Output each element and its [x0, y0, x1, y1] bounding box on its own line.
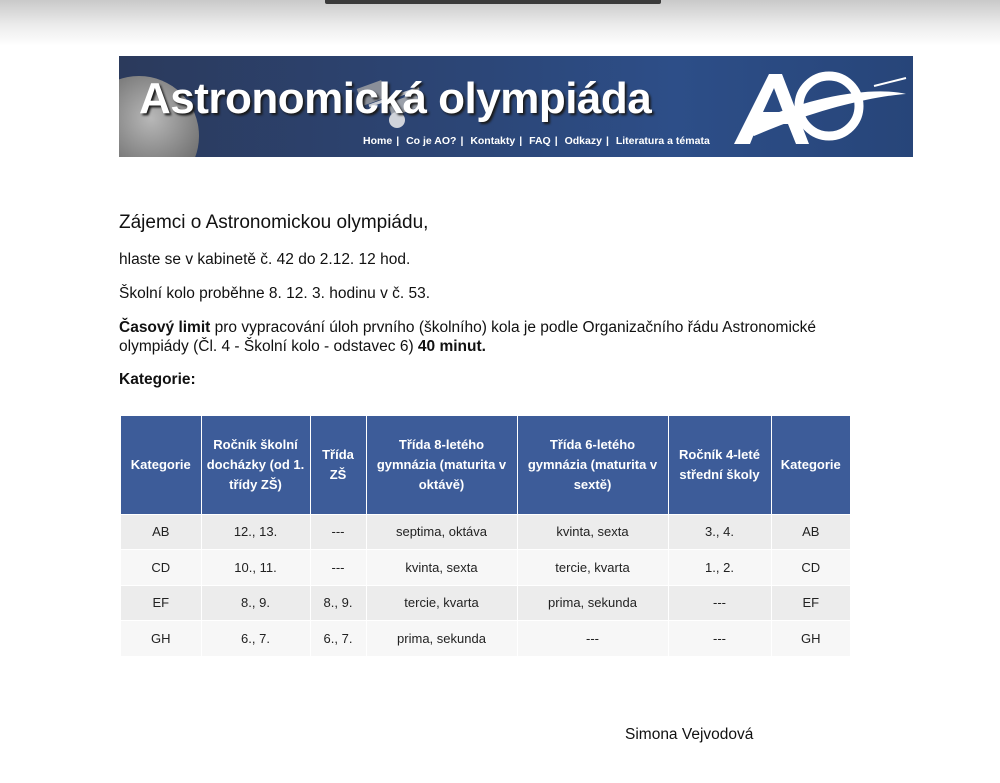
table-cell: 12., 13.: [201, 514, 310, 550]
table-cell: ---: [310, 550, 366, 586]
table-cell: ---: [668, 621, 771, 657]
header-8yr-gym: Třída 8-letého gymnázia (maturita v oktávě): [366, 416, 517, 514]
nav-contacts[interactable]: Kontakty: [470, 135, 516, 147]
banner-title: Astronomická olympiáda: [139, 74, 652, 123]
table-cell: 10., 11.: [201, 550, 310, 586]
table-cell: 8., 9.: [201, 585, 310, 621]
table-cell: GH: [771, 621, 850, 657]
table-cell: GH: [121, 621, 201, 657]
table-cell: tercie, kvarta: [366, 585, 517, 621]
table-cell: tercie, kvarta: [517, 550, 668, 586]
header-zs-class: Třída ZŠ: [310, 416, 366, 514]
table-cell: EF: [771, 585, 850, 621]
categories-table: [121, 416, 850, 657]
table-cell: kvinta, sexta: [366, 550, 517, 586]
header-banner: [119, 56, 913, 157]
nav-links[interactable]: Odkazy: [564, 135, 602, 147]
header-category: Kategorie: [121, 416, 201, 514]
header-6yr-gym: Třída 6-letého gymnázia (maturita v sextě): [517, 416, 668, 514]
viewer-toolbar-edge: [325, 0, 661, 4]
nav-about[interactable]: Co je AO?: [406, 135, 457, 147]
banner-nav: Home | Co je AO? | Kontakty | FAQ | Odkazy | Literatura a témata: [363, 135, 710, 147]
table-cell: CD: [121, 550, 201, 586]
table-cell: AB: [771, 514, 850, 550]
nav-home[interactable]: Home: [363, 135, 393, 147]
table-cell: prima, sekunda: [517, 585, 668, 621]
nav-faq[interactable]: FAQ: [529, 135, 551, 147]
school-round-line: Školní kolo proběhne 8. 12. 3. hodinu v č. 53.: [119, 285, 431, 302]
time-limit-label: Časový limit: [119, 319, 211, 336]
ao-logo-icon: [724, 66, 909, 150]
table-cell: CD: [771, 550, 850, 586]
table-cell: prima, sekunda: [366, 621, 517, 657]
header-school-year: Ročník školní docházky (od 1. třídy ZŠ): [201, 416, 310, 514]
categories-table-wrap: [121, 416, 850, 657]
table-cell: ---: [668, 585, 771, 621]
header-category-right: Kategorie: [771, 416, 850, 514]
table-cell: 6., 7.: [201, 621, 310, 657]
table-cell: EF: [121, 585, 201, 621]
time-limit-text: pro vypracování úloh prvního (školního) kola je podle Organizačního řádu Astronomické olympiády (Čl. 4 - Školní kolo - odstavec 6): [119, 319, 817, 355]
table-cell: ---: [517, 621, 668, 657]
table-row: [121, 585, 850, 621]
table-cell: 6., 7.: [310, 621, 366, 657]
table-cell: 1., 2.: [668, 550, 771, 586]
table-header-row: [121, 416, 850, 514]
nav-literature[interactable]: Literatura a témata: [615, 135, 710, 147]
table-cell: AB: [121, 514, 201, 550]
table-cell: ---: [310, 514, 366, 550]
announcement: [119, 212, 889, 389]
time-limit-paragraph: [119, 318, 889, 356]
table-cell: 3., 4.: [668, 514, 771, 550]
categories-label: Kategorie:: [119, 371, 196, 388]
table-row: [121, 514, 850, 550]
table-row: [121, 621, 850, 657]
time-limit-value: 40 minut.: [417, 338, 486, 355]
announcement-heading: Zájemci o Astronomickou olympiádu,: [119, 212, 429, 233]
viewer-top-shade: [0, 0, 1000, 46]
table-cell: kvinta, sexta: [517, 514, 668, 550]
header-4yr-school: Ročník 4-leté střední školy: [668, 416, 771, 514]
table-cell: septima, oktáva: [366, 514, 517, 550]
table-row: [121, 550, 850, 586]
table-cell: 8., 9.: [310, 585, 366, 621]
signature: Simona Vejvodová: [625, 726, 754, 743]
registration-line: hlaste se v kabinetě č. 42 do 2.12. 12 hod.: [119, 251, 411, 268]
